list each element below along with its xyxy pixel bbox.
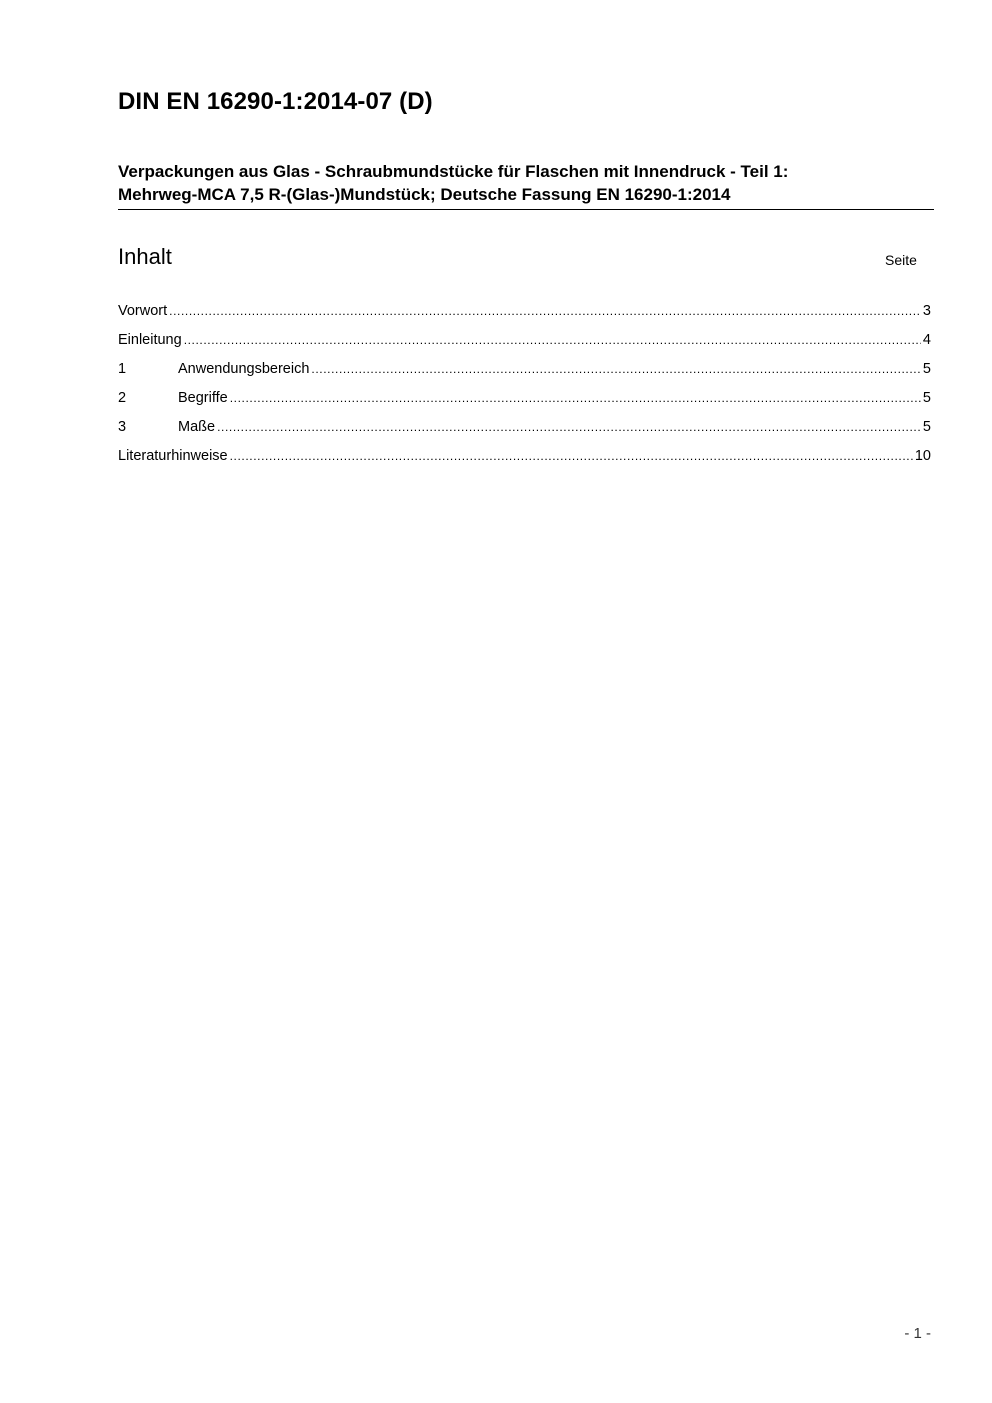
toc-dot-leader bbox=[311, 359, 921, 379]
toc-dot-leader bbox=[230, 388, 921, 408]
document-subtitle bbox=[118, 160, 934, 210]
toc-entry-page: 3 bbox=[922, 303, 931, 319]
toc-entry-title: Einleitung bbox=[118, 332, 182, 348]
document-subtitle-line-2: Mehrweg-MCA 7,5 R-(Glas-)Mundstück; Deutsche Fassung EN 16290-1:2014 bbox=[118, 185, 731, 204]
toc-dot-leader bbox=[230, 446, 913, 466]
page-number: - 1 - bbox=[904, 1325, 931, 1342]
toc-entry-page: 4 bbox=[922, 332, 931, 348]
toc-entry-number: 2 bbox=[118, 390, 127, 406]
toc-dot-leader bbox=[169, 301, 921, 321]
toc-entry-title: Maße bbox=[178, 419, 216, 435]
toc-entry-masse[interactable] bbox=[118, 417, 931, 446]
toc-entry-title: Vorwort bbox=[118, 303, 168, 319]
toc-entry-begriffe[interactable] bbox=[118, 388, 931, 417]
toc-entry-title: Anwendungsbereich bbox=[178, 361, 310, 377]
toc-entry-page: 10 bbox=[914, 448, 931, 464]
toc-entry-page: 5 bbox=[922, 361, 931, 377]
toc-entry-title: Literaturhinweise bbox=[118, 448, 228, 464]
document-subtitle-line-1: Verpackungen aus Glas - Schraubmundstücke für Flaschen mit Innendruck - Teil 1: bbox=[118, 162, 789, 181]
toc-dot-leader bbox=[217, 417, 921, 437]
toc-entry-number: 1 bbox=[118, 361, 127, 377]
toc-heading: Inhalt bbox=[118, 244, 172, 269]
document-title: DIN EN 16290-1:2014-07 (D) bbox=[118, 88, 433, 115]
toc-entry-anwendungsbereich[interactable] bbox=[118, 359, 931, 388]
toc-entry-einleitung[interactable] bbox=[118, 330, 931, 359]
toc-entry-page: 5 bbox=[922, 390, 931, 406]
table-of-contents bbox=[118, 301, 931, 475]
toc-entry-number: 3 bbox=[118, 419, 127, 435]
toc-entry-vorwort[interactable] bbox=[118, 301, 931, 330]
toc-entry-literaturhinweise[interactable] bbox=[118, 446, 931, 475]
toc-dot-leader bbox=[184, 330, 921, 350]
toc-page-column-heading: Seite bbox=[885, 252, 917, 268]
toc-entry-page: 5 bbox=[922, 419, 931, 435]
toc-entry-title: Begriffe bbox=[178, 390, 228, 406]
